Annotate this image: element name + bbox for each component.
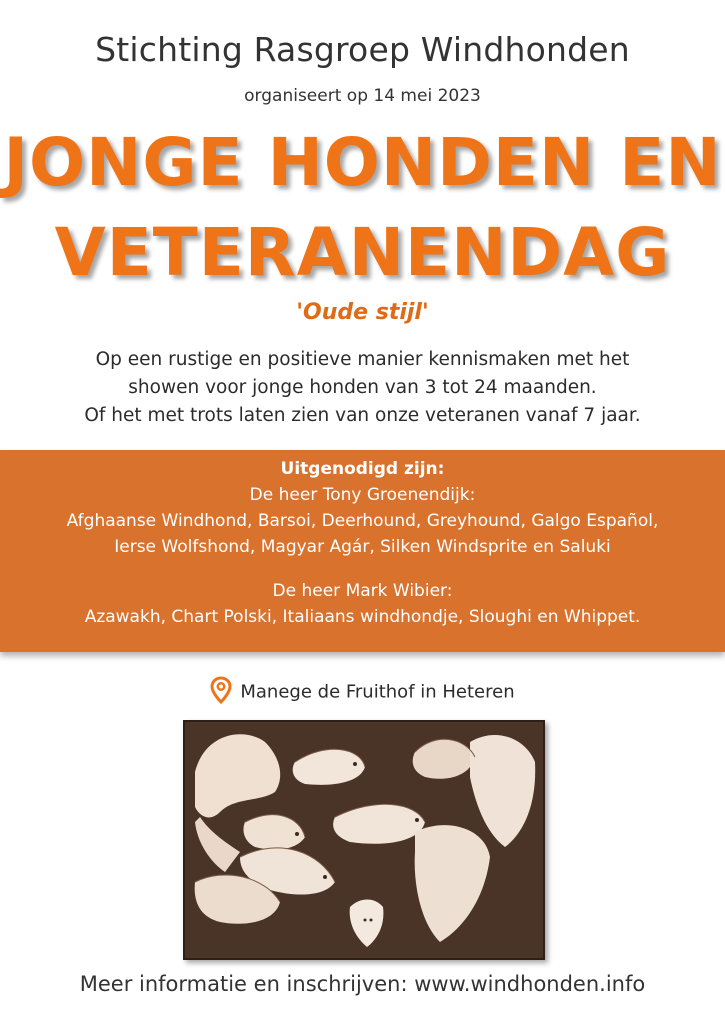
judges-banner <box>0 450 725 652</box>
intro-line-1: Op een rustige en positieve manier kennismaken met het <box>95 349 630 370</box>
event-title-line-1: JONGE HONDEN EN <box>3 124 722 201</box>
organization-title: Stichting Rasgroep Windhonden <box>95 30 630 69</box>
location-pin-icon <box>210 676 232 709</box>
location <box>0 676 725 709</box>
judge-1-name: De heer Tony Groenendijk: <box>249 485 476 505</box>
location-text: Manege de Fruithof in Heteren <box>240 681 515 703</box>
intro-line-3: Of het met trots laten zien van onze veteranen vanaf 7 jaar. <box>84 405 641 426</box>
intro-line-2: showen voor jonge honden van 3 tot 24 maanden. <box>128 377 597 398</box>
event-date-line: organiseert op 14 mei 2023 <box>244 86 481 106</box>
judges-heading: Uitgenodigd zijn: <box>280 459 445 479</box>
event-title <box>0 118 725 298</box>
intro-text <box>20 346 705 430</box>
event-subtitle: 'Oude stijl' <box>296 300 429 325</box>
greyhound-drawing-image <box>183 720 545 960</box>
event-title-line-2: VETERANENDAG <box>54 214 671 291</box>
judge-1-breeds-line-2: Ierse Wolfshond, Magyar Agár, Silken Windsprite en Saluki <box>114 537 611 557</box>
footer-info: Meer informatie en inschrijven: www.windhonden.info <box>79 972 646 996</box>
judge-2-breeds: Azawakh, Chart Polski, Italiaans windhondje, Sloughi en Whippet. <box>84 607 641 627</box>
judge-1-breeds-line-1: Afghaanse Windhond, Barsoi, Deerhound, Greyhound, Galgo Español, <box>66 511 659 531</box>
judge-2-name: De heer Mark Wibier: <box>272 581 453 601</box>
